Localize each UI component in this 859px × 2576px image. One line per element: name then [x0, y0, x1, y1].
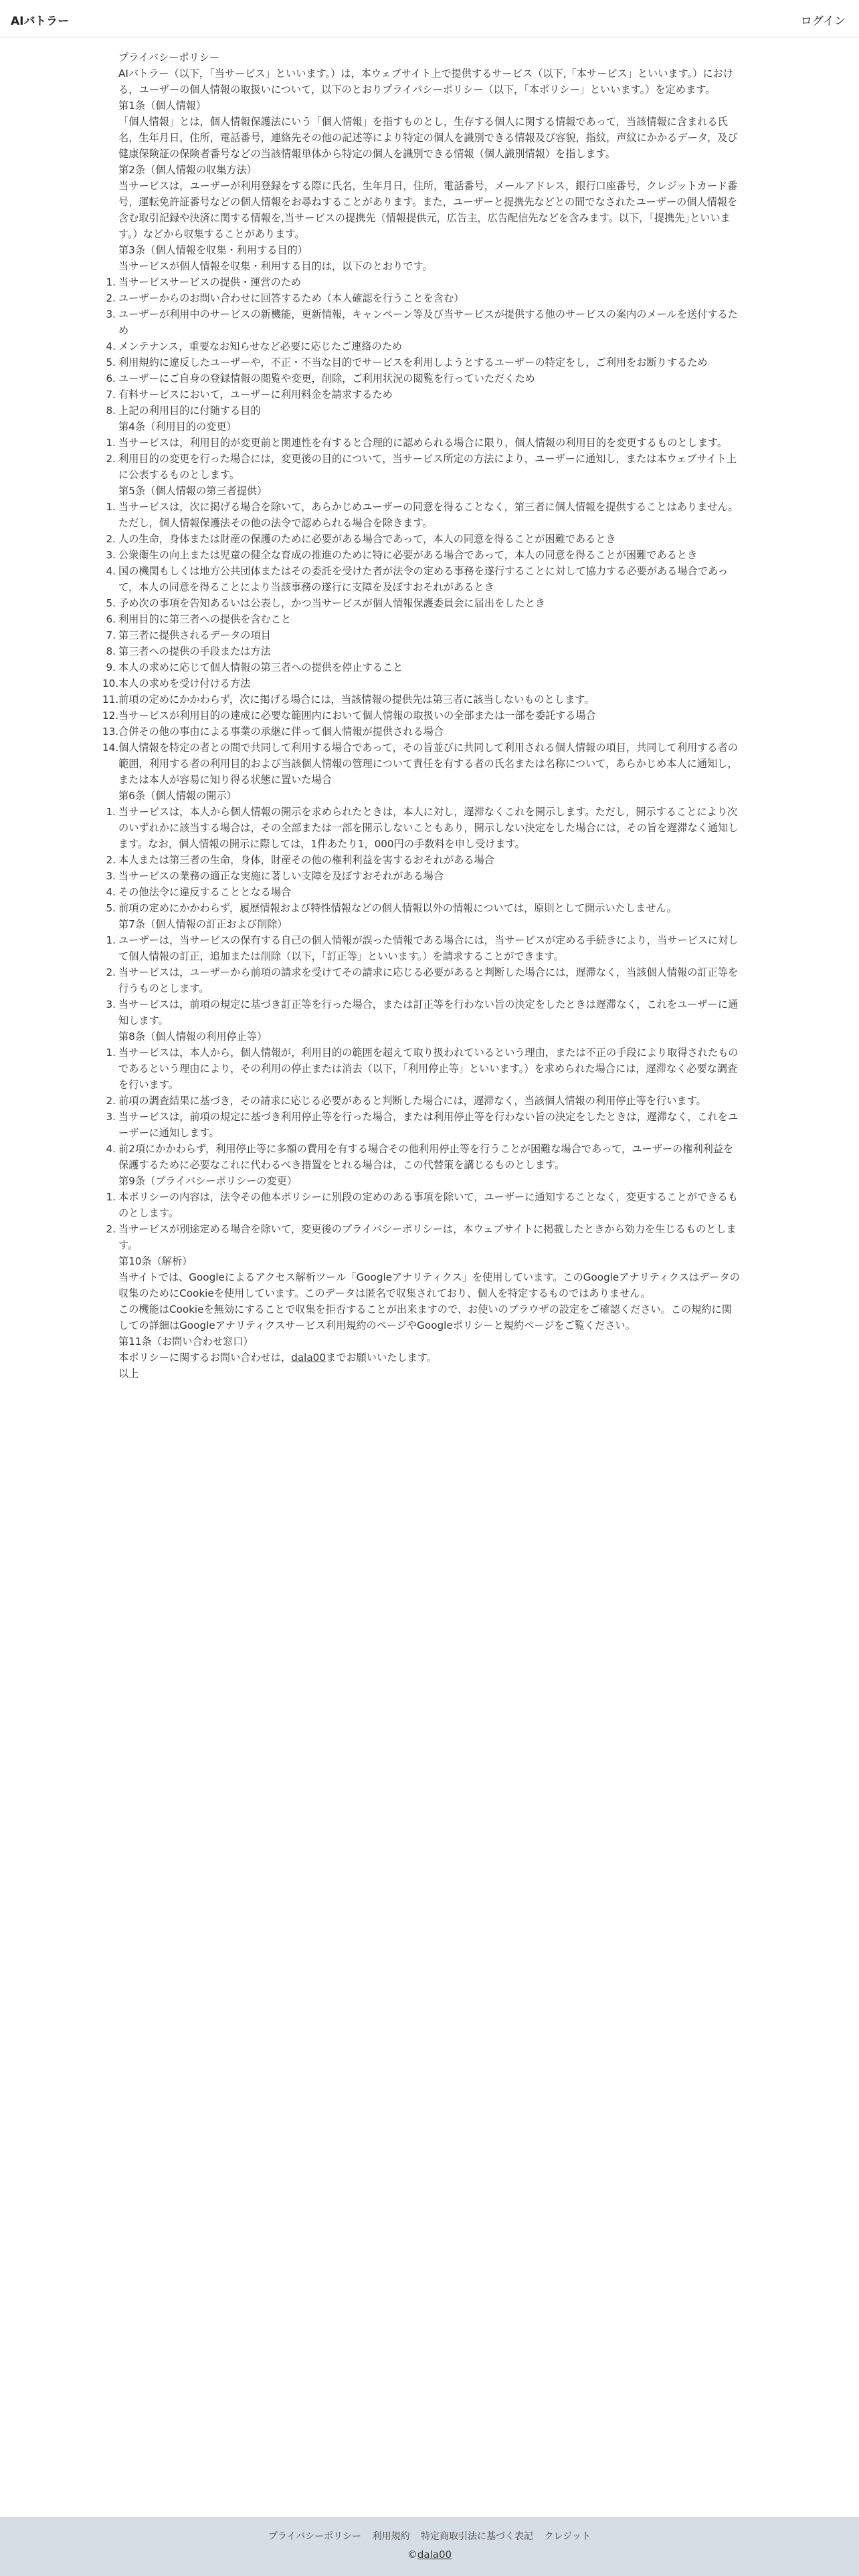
list-item: ユーザーにご自身の登録情報の閲覧や変更，削除，ご利用状況の閲覧を行っていただくため	[118, 372, 535, 385]
section-title: 第11条（お問い合わせ窓口）	[118, 1335, 254, 1348]
section-2	[118, 162, 741, 242]
section-11	[118, 1333, 741, 1382]
section-title: 第5条（個人情報の第三者提供）	[118, 485, 268, 497]
analytics-text: 当サイトでは、Googleによるアクセス解析ツール「Googleアナリティクス」を使用しています。このGoogleアナリティクスはデータの収集のためにCookieを使用しています。このデータは匿名で収集されており、個人を特定するものではありません。	[118, 1271, 740, 1299]
section-4	[118, 419, 741, 483]
section-10	[118, 1253, 741, 1333]
section-title: 第8条（個人情報の利用停止等）	[118, 1031, 268, 1043]
section-list	[118, 804, 741, 916]
list-item: 第三者への提供の手段または方法	[118, 645, 271, 657]
section-list	[118, 499, 741, 788]
list-item: 当サービスは，本人から，個人情報が，利用目的の範囲を超えて取り扱われているという理由，または不正の手段により取得されたものであるという理由により，その利用の停止または消去（以下，「利用停止等」といいます。）を求められた場合には，遅滞なく必要な調査を行います。	[118, 1047, 739, 1091]
footer-link-privacy[interactable]: プライバシーポリシー	[268, 2531, 362, 2542]
footer-link-commerce-law[interactable]: 特定商取引法に基づく表記	[421, 2531, 534, 2542]
contact-pre: 本ポリシーに関するお問い合わせは，	[118, 1352, 292, 1364]
list-item: 個人情報を特定の者との間で共同して利用する場合であって，その旨並びに共同して利用される個人情報の項目，共同して利用する者の範囲，利用する者の利用目的および当該個人情報の管理について責任を有する者の氏名または名称について，あらかじめ本人に通知し，または本人が容易に知り得る状態に置いた場合	[118, 742, 738, 786]
list-item: 本ポリシーの内容は，法令その他本ポリシーに別段の定めのある事項を除いて，ユーザーに通知することなく，変更することができるものとします。	[118, 1191, 738, 1219]
section-9	[118, 1173, 741, 1253]
list-item: 前項の定めにかかわらず，次に掲げる場合には，当該情報の提供先は第三者に該当しないものとします。	[118, 693, 595, 706]
section-8	[118, 1029, 741, 1173]
intro-section	[118, 49, 741, 98]
section-list	[118, 1045, 741, 1173]
list-item: 当サービスは，前項の規定に基づき訂正等を行った場合，または訂正等を行わない旨の決定をしたときは遅滞なく，これをユーザーに通知します。	[118, 998, 739, 1027]
intro-text: AIバトラー（以下，「当サービス」といいます。）は，本ウェブサイト上で提供するサービス（以下,「本サービス」といいます。）における，ユーザーの個人情報の取扱いについて，以下のとおりプライバシーポリシー（以下，「本ポリシー」といいます。）を定めます。	[118, 68, 733, 96]
section-list	[118, 435, 741, 483]
section-7	[118, 916, 741, 1029]
section-title: 第9条（プライバシーポリシーの変更）	[118, 1175, 298, 1187]
footer-link-credits[interactable]: クレジット	[544, 2531, 591, 2542]
copyright-link[interactable]: dala00	[417, 2549, 452, 2561]
list-item: ユーザーは，当サービスの保有する自己の個人情報が誤った情報である場合には，当サービスが定める手続きにより，当サービスに対して個人情報の訂正，追加または削除（以下，「訂正等」といいます。）を請求することができます。	[118, 934, 739, 962]
login-link[interactable]: ログイン	[800, 15, 846, 28]
list-item: 前項の定めにかかわらず，履歴情報および特性情報などの個人情報以外の情報については，原則として開示いたしません。	[118, 902, 677, 914]
section-title: 第7条（個人情報の訂正および削除）	[118, 918, 288, 930]
section-3	[118, 242, 741, 419]
list-item: 第三者に提供されるデータの項目	[118, 629, 271, 641]
list-item: その他法令に違反することとなる場合	[118, 886, 292, 898]
list-item: 当サービスサービスの提供・運営のため	[118, 276, 302, 288]
section-1	[118, 98, 741, 162]
section-5	[118, 483, 741, 788]
list-item: 利用目的に第三者への提供を含むこと	[118, 613, 292, 625]
section-title: 第4条（利用目的の変更）	[118, 421, 237, 433]
cookie-text: この機能はCookieを無効にすることで収集を拒否することが出来ますので、お使いのブラウザの設定をご確認ください。この規約に関しての詳細はGoogleアナリティクスサービス利用規約のページやGoogleポリシーと規約ページをご覧ください。	[118, 1303, 732, 1331]
list-item: 前項の調査結果に基づき，その請求に応じる必要があると判断した場合には，遅滞なく，当該個人情報の利用停止等を行います。	[118, 1095, 706, 1107]
list-item: ユーザーからのお問い合わせに回答するため（本人確認を行うことを含む）	[118, 292, 464, 304]
list-item: 公衆衛生の向上または児童の健全な育成の推進のために特に必要がある場合であって，本人の同意を得ることが困難であるとき	[118, 549, 698, 561]
section-title: 第3条（個人情報を収集・利用する目的）	[118, 244, 308, 256]
list-item: 当サービスの業務の適正な実施に著しい支障を及ぼすおそれがある場合	[118, 870, 444, 882]
copyright-symbol: ©	[407, 2549, 417, 2561]
section-body: 当サービスは，ユーザーが利用登録をする際に氏名，生年月日，住所，電話番号，メールアドレス，銀行口座番号，クレジットカード番号，運転免許証番号などの個人情報をお尋ねすることがあります。また，ユーザーと提携先などとの間でなされたユーザーの個人情報を含む取引記録や決済に関する情報を,当サービスの提携先（情報提供元，広告主，広告配信先などを含みます。以下，｢提携先｣といいます。）などから収集することがあります。	[118, 180, 738, 240]
list-item: 上記の利用目的に付随する目的	[118, 405, 261, 417]
list-item: 本人の求めに応じて個人情報の第三者への提供を停止すること	[118, 661, 403, 673]
top-navigation-bar	[0, 0, 859, 37]
footer	[0, 2517, 859, 2576]
section-6	[118, 788, 741, 916]
contact-post: までお願いいたします。	[326, 1352, 437, 1364]
list-item: メンテナンス，重要なお知らせなど必要に応じたご連絡のため	[118, 340, 403, 352]
list-item: 本人または第三者の生命，身体，財産その他の権利利益を害するおそれがある場合	[118, 854, 494, 866]
list-item: 当サービスは，本人から個人情報の開示を求められたときは，本人に対し，遅滞なくこれを開示します。ただし，開示することにより次のいずれかに該当する場合は，その全部または一部を開示しないこともあり，開示しない決定をした場合には，その旨を遅滞なく通知します。なお，個人情報の開示に際しては，1件あたり1，000円の手数料を申し受けます。	[118, 806, 739, 850]
list-item: 当サービスは，次に掲げる場合を除いて，あらかじめユーザーの同意を得ることなく，第三者に個人情報を提供することはありません。ただし，個人情報保護法その他の法令で認められる場合を除きます。	[118, 501, 739, 529]
list-item: 予め次の事項を告知あるいは公表し，かつ当サービスが個人情報保護委員会に届出をしたとき	[118, 597, 545, 609]
section-title: 第6条（個人情報の開示）	[118, 790, 237, 802]
list-item: ユーザーが利用中のサービスの新機能，更新情報，キャンペーン等及び当サービスが提供する他のサービスの案内のメールを送付するため	[118, 308, 738, 336]
contact-link[interactable]: dala00	[291, 1352, 326, 1364]
list-item: 当サービスが利用目的の達成に必要な範囲内において個人情報の取扱いの全部または一部を委託する場合	[118, 710, 596, 722]
copyright	[0, 2549, 859, 2561]
section-lead: 当サービスが個人情報を収集・利用する目的は，以下のとおりです。	[118, 260, 433, 272]
list-item: 利用目的の変更を行った場合には，変更後の目的について，当サービス所定の方法により，ユーザーに通知し，または本ウェブサイト上に公表するものとします。	[118, 453, 737, 481]
policy-content	[118, 49, 741, 1382]
section-list	[118, 932, 741, 1029]
section-title: 第10条（解析）	[118, 1255, 193, 1267]
purpose-list	[118, 274, 741, 419]
list-item: 本人の求めを受け付ける方法	[118, 677, 251, 689]
list-item: 当サービスは，利用目的が変更前と関連性を有すると合理的に認められる場合に限り，個人情報の利用目的を変更するものとします。	[118, 437, 728, 449]
list-item: 当サービスが別途定める場合を除いて，変更後のプライバシーポリシーは，本ウェブサイトに掲載したときから効力を生じるものとします。	[118, 1223, 737, 1251]
section-title: 第1条（個人情報）	[118, 100, 207, 112]
list-item: 有料サービスにおいて，ユーザーに利用料金を請求するため	[118, 389, 393, 401]
brand-logo[interactable]: AIバトラー	[11, 15, 70, 28]
section-title: 第2条（個人情報の収集方法）	[118, 164, 258, 176]
page-title: プライバシーポリシー	[118, 51, 220, 64]
list-item: 利用規約に違反したユーザーや，不正・不当な目的でサービスを利用しようとするユーザーの特定をし，ご利用をお断りするため	[118, 356, 708, 368]
section-list	[118, 1189, 741, 1253]
footer-links	[0, 2529, 859, 2543]
section-body: 「個人情報」とは，個人情報保護法にいう「個人情報」を指すものとし，生存する個人に関する情報であって，当該情報に含まれる氏名，生年月日，住所，電話番号，連絡先その他の記述等により特定の個人を識別できる情報及び容貌，指紋，声紋にかかるデータ，及び健康保険証の保険者番号などの当該情報単体から特定の個人を識別できる情報（個人識別情報）を指します。	[118, 116, 738, 160]
contact-text	[118, 1350, 741, 1366]
list-item: 人の生命，身体または財産の保護のために必要がある場合であって，本人の同意を得ることが困難であるとき	[118, 533, 616, 545]
list-item: 国の機関もしくは地方公共団体またはその委託を受けた者が法令の定める事務を遂行することに対して協力する必要がある場合であって，本人の同意を得ることにより当該事務の遂行に支障を及ぼすおそれがあるとき	[118, 565, 729, 593]
list-item: 当サービスは，ユーザーから前項の請求を受けてその請求に応じる必要があると判断した場合には，遅滞なく，当該個人情報の訂正等を行うものとします。	[118, 966, 739, 994]
footer-link-terms[interactable]: 利用規約	[372, 2531, 410, 2542]
list-item: 当サービスは，前項の規定に基づき利用停止等を行った場合，または利用停止等を行わない旨の決定をしたときは，遅滞なく，これをユーザーに通知します。	[118, 1111, 739, 1139]
closing-text: 以上	[118, 1368, 139, 1380]
list-item: 合併その他の事由による事業の承継に伴って個人情報が提供される場合	[118, 726, 444, 738]
list-item: 前2項にかかわらず，利用停止等に多額の費用を有する場合その他利用停止等を行うことが困難な場合であって，ユーザーの権利利益を保護するために必要なこれに代わるべき措置をとれる場合は，この代替策を講じるものとします。	[118, 1143, 734, 1171]
